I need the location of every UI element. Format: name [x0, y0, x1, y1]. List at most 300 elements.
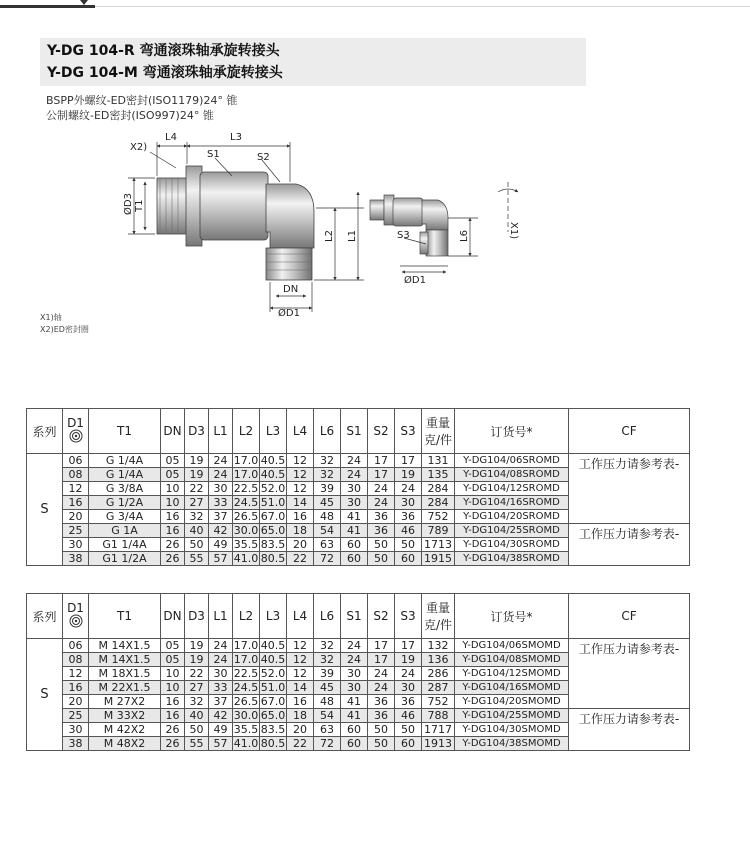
- table-cell: M 27X2: [89, 695, 161, 709]
- table-cell: 287: [422, 681, 455, 695]
- table-cell: 12: [287, 454, 314, 468]
- fitting-small: [370, 195, 448, 256]
- table-cell: 24: [209, 639, 233, 653]
- label-t1: T1: [134, 199, 145, 212]
- table-cell: 26.5: [233, 695, 259, 708]
- header-s2: S2: [368, 409, 395, 454]
- fitting-body: [157, 166, 314, 280]
- header-series: 系列: [27, 409, 63, 454]
- table-cell: 60: [341, 723, 368, 737]
- table-cell: 60: [395, 737, 422, 751]
- table-cell: M 33X2: [89, 709, 161, 723]
- subtitle-bspp: BSPP外螺纹-ED密封(ISO1179)24° 锥: [46, 94, 238, 107]
- table-cell: 788: [422, 709, 455, 723]
- table-cell: 40.5: [260, 468, 286, 481]
- label-s1: S1: [207, 149, 220, 160]
- table-cell: 17: [368, 454, 395, 468]
- table-cell: Y-DG104/30SMOMD: [455, 723, 569, 737]
- table-cell: 52.0: [260, 482, 286, 495]
- table-cell: 24: [209, 468, 233, 482]
- table-cell: 12: [287, 468, 314, 482]
- table-cell: 30: [209, 482, 233, 496]
- table-cell: 36: [368, 524, 395, 538]
- table-cell: 24: [395, 482, 422, 496]
- table-cell: 18: [287, 524, 314, 538]
- table-cell: 42: [209, 709, 233, 723]
- table-cell: 24: [368, 496, 395, 510]
- table-cell: 24.5: [233, 496, 259, 509]
- table-cell: 08: [63, 653, 89, 667]
- table-cell: 37: [209, 695, 233, 709]
- table-cell: 27: [185, 681, 209, 695]
- table-cell: 17.0: [233, 639, 259, 652]
- table-cell: 80.5: [260, 737, 286, 750]
- table-cell: Y-DG104/25SROMD: [455, 524, 569, 538]
- table-cell: 49: [209, 538, 233, 552]
- header-weight-1: 重量: [425, 416, 450, 430]
- table-cell: 26: [161, 737, 185, 751]
- table-cell: 40: [185, 709, 209, 723]
- header-l6: L6: [314, 409, 341, 454]
- table-cell: 63: [314, 723, 341, 737]
- table-cell: 12: [63, 667, 89, 681]
- table-cell: 50: [395, 723, 422, 737]
- table-cell: 63: [314, 538, 341, 552]
- table-cell: 19: [395, 653, 422, 667]
- table-row: [27, 639, 690, 653]
- table-cell: 50: [368, 552, 395, 566]
- table-cell: G1 1/4A: [89, 538, 161, 552]
- table-cell: 05: [161, 639, 185, 653]
- title-r: Y-DG 104-R 弯通滚珠轴承旋转接头: [47, 43, 280, 59]
- table-cell: Y-DG104/20SROMD: [455, 510, 569, 524]
- header-weight-1: 重量: [425, 601, 450, 615]
- table-cell: 80.5: [260, 552, 286, 565]
- table-cell: 30.0: [233, 709, 259, 722]
- table-cell: 65.0: [260, 524, 286, 537]
- spec-table-r: [26, 408, 690, 566]
- table-cell: 48: [314, 510, 341, 524]
- table-cell: 30: [63, 538, 89, 552]
- table-cell: 24: [209, 653, 233, 667]
- table-cell: Y-DG104/08SROMD: [455, 468, 569, 482]
- table-cell: 24: [341, 639, 368, 653]
- note-x2: X2)ED密封圈: [40, 325, 89, 334]
- table-cell: 65.0: [260, 709, 286, 722]
- table-cell: 05: [161, 653, 185, 667]
- table-cell: G 1A: [89, 524, 161, 538]
- header-weight: [422, 594, 455, 639]
- table-cell: 16: [287, 695, 314, 709]
- table-cell: 30: [341, 496, 368, 510]
- table-cell: 12: [287, 482, 314, 496]
- header-l3: L3: [260, 594, 287, 639]
- table-cell: 1913: [422, 737, 455, 751]
- table-cell: 52.0: [260, 667, 286, 680]
- table-cell: 40.5: [260, 639, 286, 652]
- table-cell: 16: [161, 510, 185, 524]
- header-s1: S1: [341, 409, 368, 454]
- table-cell: 30: [395, 496, 422, 510]
- table-cell: 789: [422, 524, 455, 538]
- table-cell: 51.0: [260, 681, 286, 694]
- table-cell: Y-DG104/12SROMD: [455, 482, 569, 496]
- table-cell: 32: [185, 510, 209, 524]
- header-d3: D3: [185, 409, 209, 454]
- table-cell: 16: [161, 695, 185, 709]
- header-accent: [0, 5, 95, 8]
- header-weight: [422, 409, 455, 454]
- header-rule: [0, 6, 750, 7]
- table-cell: 60: [341, 538, 368, 552]
- table-cell: Y-DG104/25SMOMD: [455, 709, 569, 723]
- header-weight-2: 克/件: [423, 433, 453, 447]
- table-cell: 30: [341, 482, 368, 496]
- table-cell: 50: [185, 538, 209, 552]
- table-cell: 20: [63, 695, 89, 709]
- table-cell: 05: [161, 454, 185, 468]
- table-cell: 06: [63, 454, 89, 468]
- table-cell: 17: [395, 454, 422, 468]
- header-t1: T1: [89, 409, 161, 454]
- table-cell: 22.5: [233, 482, 259, 495]
- header-cf: CF: [569, 409, 690, 454]
- header-tick: [80, 0, 88, 5]
- table-cell: 30: [341, 681, 368, 695]
- table-cell: 83.5: [260, 723, 286, 736]
- table-cell: 19: [395, 468, 422, 482]
- header-l1: L1: [209, 409, 233, 454]
- label-d1-small: ØD1: [404, 275, 426, 286]
- table-cell: 57: [209, 737, 233, 751]
- table-cell: 40.5: [260, 653, 286, 666]
- table-row: [27, 709, 690, 723]
- table-cell: 24: [395, 667, 422, 681]
- table-cell: G 1/4A: [89, 468, 161, 482]
- table-cell: 25: [63, 709, 89, 723]
- table-cell: 27: [185, 496, 209, 510]
- table-cell: 48: [314, 695, 341, 709]
- series-cell: S: [27, 454, 63, 566]
- table-cell: 42: [209, 524, 233, 538]
- table-cell: M 42X2: [89, 723, 161, 737]
- header-order: 订货号*: [455, 594, 569, 639]
- label-d3: ØD3: [123, 193, 134, 215]
- table-cell: 49: [209, 723, 233, 737]
- table-cell: 16: [63, 681, 89, 695]
- table-cell: 41.0: [233, 737, 259, 750]
- table-cell: 286: [422, 667, 455, 681]
- table-cell: 752: [422, 510, 455, 524]
- table-cell: 17: [368, 653, 395, 667]
- table-cell: 83.5: [260, 538, 286, 551]
- table-cell: 22: [287, 737, 314, 751]
- table-cell: 41: [341, 709, 368, 723]
- title-m: Y-DG 104-M 弯通滚珠轴承旋转接头: [47, 65, 283, 81]
- table-cell: 08: [63, 468, 89, 482]
- table-cell: G 3/4A: [89, 510, 161, 524]
- table-cell: 41.0: [233, 552, 259, 565]
- table-cell: M 14X1.5: [89, 639, 161, 653]
- table-cell: 1713: [422, 538, 455, 552]
- header-d1-text: D1: [67, 601, 84, 615]
- header-weight-2: 克/件: [423, 618, 453, 632]
- table-cell: 35.5: [233, 723, 259, 736]
- table-cell: 30: [209, 667, 233, 681]
- table-cell: 32: [314, 454, 341, 468]
- table-cell: Y-DG104/38SMOMD: [455, 737, 569, 751]
- header-s3: S3: [395, 409, 422, 454]
- table-cell: 32: [314, 639, 341, 653]
- header-d1: [63, 409, 89, 454]
- header-l4: L4: [287, 409, 314, 454]
- cf-cell: 工作压力请参考表-: [569, 709, 690, 751]
- table-cell: 40.5: [260, 454, 286, 467]
- header-l2: L2: [233, 594, 260, 639]
- cf-cell: 工作压力请参考表-: [569, 524, 690, 566]
- table-cell: 16: [287, 510, 314, 524]
- table-cell: 40: [185, 524, 209, 538]
- table-cell: 16: [161, 709, 185, 723]
- table-cell: 67.0: [260, 510, 286, 523]
- technical-drawing: [0, 120, 750, 320]
- cf-cell: 工作压力请参考表-: [569, 454, 690, 524]
- table-cell: 30: [341, 667, 368, 681]
- table-cell: 17.0: [233, 468, 259, 481]
- table-cell: 26: [161, 538, 185, 552]
- table-cell: 45: [314, 496, 341, 510]
- table-cell: 10: [161, 496, 185, 510]
- header-d1-text: D1: [67, 416, 84, 430]
- table-cell: 55: [185, 552, 209, 566]
- table-cell: G1 1/2A: [89, 552, 161, 566]
- table-cell: 136: [422, 653, 455, 667]
- header-t1: T1: [89, 594, 161, 639]
- table-cell: 24: [341, 653, 368, 667]
- table-cell: 32: [314, 468, 341, 482]
- label-l4: L4: [165, 132, 177, 143]
- table-cell: 19: [185, 454, 209, 468]
- table-cell: Y-DG104/06SROMD: [455, 454, 569, 468]
- table-cell: 14: [287, 496, 314, 510]
- table-cell: 24.5: [233, 681, 259, 694]
- table-row: [27, 454, 690, 468]
- header-d1: [63, 594, 89, 639]
- table-cell: 20: [287, 723, 314, 737]
- header-s1: S1: [341, 594, 368, 639]
- header-d3: D3: [185, 594, 209, 639]
- table-cell: 35.5: [233, 538, 259, 551]
- table-cell: 39: [314, 667, 341, 681]
- table-cell: M 14X1.5: [89, 653, 161, 667]
- table-cell: 50: [368, 538, 395, 552]
- table-cell: M 18X1.5: [89, 667, 161, 681]
- table-cell: 12: [63, 482, 89, 496]
- table-cell: 26: [161, 552, 185, 566]
- table-cell: 46: [395, 709, 422, 723]
- table-cell: 16: [63, 496, 89, 510]
- table-cell: 41: [341, 510, 368, 524]
- table-cell: 37: [209, 510, 233, 524]
- table-cell: 36: [368, 695, 395, 709]
- table-cell: 33: [209, 496, 233, 510]
- table-cell: 22.5: [233, 667, 259, 680]
- table-cell: G 3/8A: [89, 482, 161, 496]
- d1-seal-icon: [69, 429, 83, 443]
- table-cell: 26.5: [233, 510, 259, 523]
- table-cell: 30.0: [233, 524, 259, 537]
- spec-table-m: [26, 593, 690, 751]
- header-order: 订货号*: [455, 409, 569, 454]
- table-cell: 06: [63, 639, 89, 653]
- table-cell: 30: [63, 723, 89, 737]
- table-cell: 32: [314, 653, 341, 667]
- table-cell: 38: [63, 737, 89, 751]
- table-cell: 12: [287, 639, 314, 653]
- table-cell: 24: [209, 454, 233, 468]
- table-cell: 22: [185, 667, 209, 681]
- header-series: 系列: [27, 594, 63, 639]
- table-cell: 51.0: [260, 496, 286, 509]
- table-cell: 36: [395, 695, 422, 709]
- header-l3: L3: [260, 409, 287, 454]
- table-cell: 60: [341, 737, 368, 751]
- table-cell: 25: [63, 524, 89, 538]
- label-d1: ØD1: [278, 308, 300, 319]
- table-cell: 50: [368, 723, 395, 737]
- header-dn: DN: [161, 409, 185, 454]
- table-cell: 752: [422, 695, 455, 709]
- header-l6: L6: [314, 594, 341, 639]
- table-cell: 10: [161, 681, 185, 695]
- table-cell: 24: [341, 468, 368, 482]
- label-dn: DN: [283, 284, 299, 295]
- table-cell: Y-DG104/16SROMD: [455, 496, 569, 510]
- table-cell: 16: [161, 524, 185, 538]
- table-cell: Y-DG104/30SROMD: [455, 538, 569, 552]
- table-cell: 18: [287, 709, 314, 723]
- table-cell: 12: [287, 667, 314, 681]
- header-s2: S2: [368, 594, 395, 639]
- table-cell: Y-DG104/08SMOMD: [455, 653, 569, 667]
- table-cell: 50: [185, 723, 209, 737]
- table-cell: 72: [314, 552, 341, 566]
- header-s3: S3: [395, 594, 422, 639]
- table-cell: Y-DG104/06SMOMD: [455, 639, 569, 653]
- subtitle-metric: 公制螺纹-ED密封(ISO997)24° 锥: [46, 109, 214, 122]
- table-cell: 10: [161, 667, 185, 681]
- table-cell: 17.0: [233, 653, 259, 666]
- table-cell: 32: [185, 695, 209, 709]
- table-cell: Y-DG104/20SMOMD: [455, 695, 569, 709]
- table-cell: 131: [422, 454, 455, 468]
- table-cell: 135: [422, 468, 455, 482]
- label-l2: L2: [324, 230, 335, 242]
- table-cell: 36: [395, 510, 422, 524]
- table-cell: 36: [368, 709, 395, 723]
- table-cell: 50: [368, 737, 395, 751]
- table-cell: 20: [287, 538, 314, 552]
- table-cell: M 22X1.5: [89, 681, 161, 695]
- table-cell: 22: [287, 552, 314, 566]
- table-cell: 30: [395, 681, 422, 695]
- table-cell: 1915: [422, 552, 455, 566]
- table-cell: 67.0: [260, 695, 286, 708]
- table-cell: 22: [185, 482, 209, 496]
- table-cell: Y-DG104/12SMOMD: [455, 667, 569, 681]
- header-dn: DN: [161, 594, 185, 639]
- table-cell: 24: [368, 681, 395, 695]
- note-x1: X1)轴: [40, 313, 62, 322]
- table-cell: 17: [368, 468, 395, 482]
- table-cell: 72: [314, 737, 341, 751]
- header-l1: L1: [209, 594, 233, 639]
- table-row: [27, 524, 690, 538]
- table-cell: 39: [314, 482, 341, 496]
- table-cell: 54: [314, 524, 341, 538]
- table-cell: 284: [422, 496, 455, 510]
- d1-seal-icon: [69, 614, 83, 628]
- table-cell: 20: [63, 510, 89, 524]
- table-cell: 24: [368, 667, 395, 681]
- header-cf: CF: [569, 594, 690, 639]
- header-l4: L4: [287, 594, 314, 639]
- table-cell: 10: [161, 482, 185, 496]
- table-cell: 33: [209, 681, 233, 695]
- label-l6: L6: [459, 230, 470, 242]
- table-cell: 41: [341, 695, 368, 709]
- table-cell: 54: [314, 709, 341, 723]
- table-cell: 12: [287, 653, 314, 667]
- table-cell: 41: [341, 524, 368, 538]
- table-cell: Y-DG104/38SROMD: [455, 552, 569, 566]
- table-cell: Y-DG104/16SMOMD: [455, 681, 569, 695]
- cf-cell: 工作压力请参考表-: [569, 639, 690, 709]
- table-cell: 17.0: [233, 454, 259, 467]
- table-cell: G 1/2A: [89, 496, 161, 510]
- table-cell: 45: [314, 681, 341, 695]
- label-x1: X1): [508, 222, 519, 240]
- header-l2: L2: [233, 409, 260, 454]
- table-cell: 132: [422, 639, 455, 653]
- table-cell: 46: [395, 524, 422, 538]
- table-cell: 24: [341, 454, 368, 468]
- table-cell: 50: [395, 538, 422, 552]
- table-cell: G 1/4A: [89, 454, 161, 468]
- table-cell: 55: [185, 737, 209, 751]
- table-cell: 14: [287, 681, 314, 695]
- table-cell: 60: [395, 552, 422, 566]
- series-cell: S: [27, 639, 63, 751]
- table-cell: 17: [368, 639, 395, 653]
- label-l1: L1: [347, 230, 358, 242]
- table-cell: 24: [368, 482, 395, 496]
- table-cell: 38: [63, 552, 89, 566]
- table-cell: 60: [341, 552, 368, 566]
- label-s3: S3: [397, 230, 410, 241]
- table-cell: 19: [185, 653, 209, 667]
- table-cell: 19: [185, 639, 209, 653]
- table-cell: 36: [368, 510, 395, 524]
- label-x2: X2): [130, 142, 148, 153]
- label-l3: L3: [230, 132, 242, 143]
- table-cell: 1717: [422, 723, 455, 737]
- table-cell: M 48X2: [89, 737, 161, 751]
- table-cell: 17: [395, 639, 422, 653]
- table-cell: 57: [209, 552, 233, 566]
- label-s2: S2: [257, 152, 270, 163]
- table-cell: 05: [161, 468, 185, 482]
